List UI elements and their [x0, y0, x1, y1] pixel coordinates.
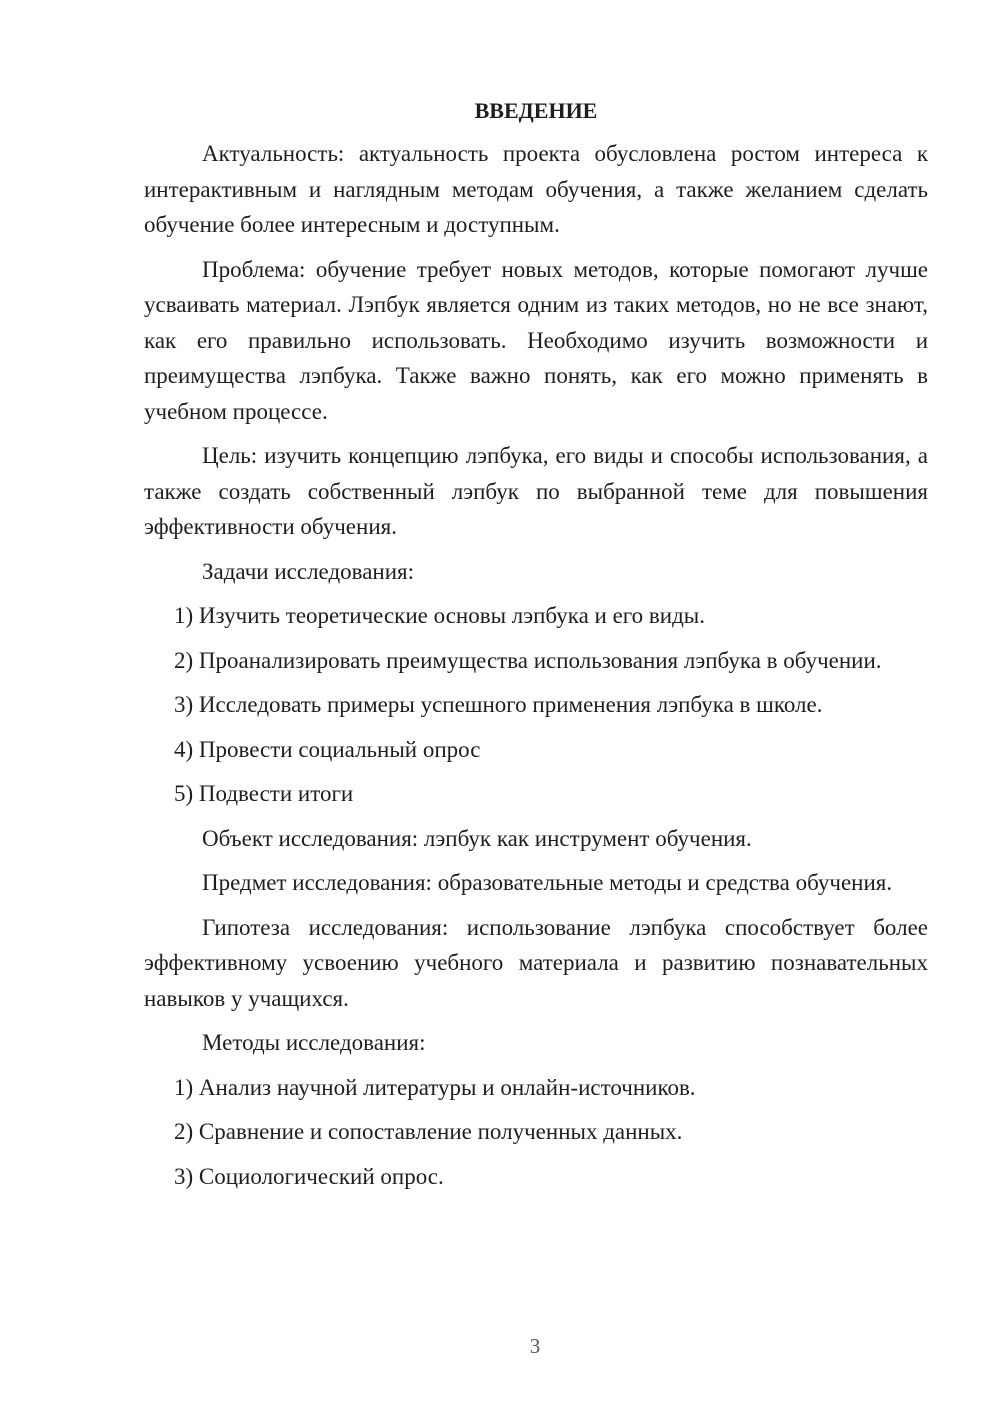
hypothesis-paragraph: Гипотеза исследования: использование лэпбука способствует более эффективному усвоению учебного материала и развитию познавательных навыков у учащихся. [144, 914, 928, 1011]
method-item: 3) Социологический опрос. [174, 1163, 444, 1189]
task-item: 2) Проанализировать преимущества использования лэпбука в обучении. [174, 647, 882, 673]
methods-title: Методы исследования: [202, 1030, 426, 1055]
task-item: 4) Провести социальный опрос [174, 736, 481, 762]
subject-paragraph: Предмет исследования: образовательные методы и средства обучения. [202, 870, 893, 895]
method-item: 2) Сравнение и сопоставление полученных данных. [174, 1119, 683, 1144]
relevance-paragraph: Актуальность: актуальность проекта обусловлена ростом интереса к интерактивным и наглядным методам обучения, а также желанием сделать обучение более интересным и доступным. [144, 141, 928, 237]
document-body [144, 94, 928, 1203]
section-heading: ВВЕДЕНИЕ [474, 98, 598, 123]
task-item: 5) Подвести итоги [174, 781, 354, 806]
problem-paragraph: Проблема: обучение требует новых методов, которые помогают лучше усваивать материал. Лэпбук является одним из таких методов, но не все знают, как его правильно использовать. Необходимо изучить возможности и преимущества лэпбука. Также важно понять, как его можно применять в учебном процессе. [144, 256, 928, 424]
goal-paragraph: Цель: изучить концепцию лэпбука, его виды и способы использования, а также создать собственный лэпбук по выбранной теме для повышения эффективности обучения. [144, 443, 928, 539]
method-item: 1) Анализ научной литературы и онлайн-источников. [174, 1074, 696, 1100]
task-item: 1) Изучить теоретические основы лэпбука и его виды. [174, 603, 705, 628]
task-item: 3) Исследовать примеры успешного применения лэпбука в школе. [174, 692, 823, 717]
page-number: 3 [529, 1334, 541, 1358]
tasks-title: Задачи исследования: [202, 558, 415, 584]
object-paragraph: Объект исследования: лэпбук как инструмент обучения. [202, 825, 752, 851]
